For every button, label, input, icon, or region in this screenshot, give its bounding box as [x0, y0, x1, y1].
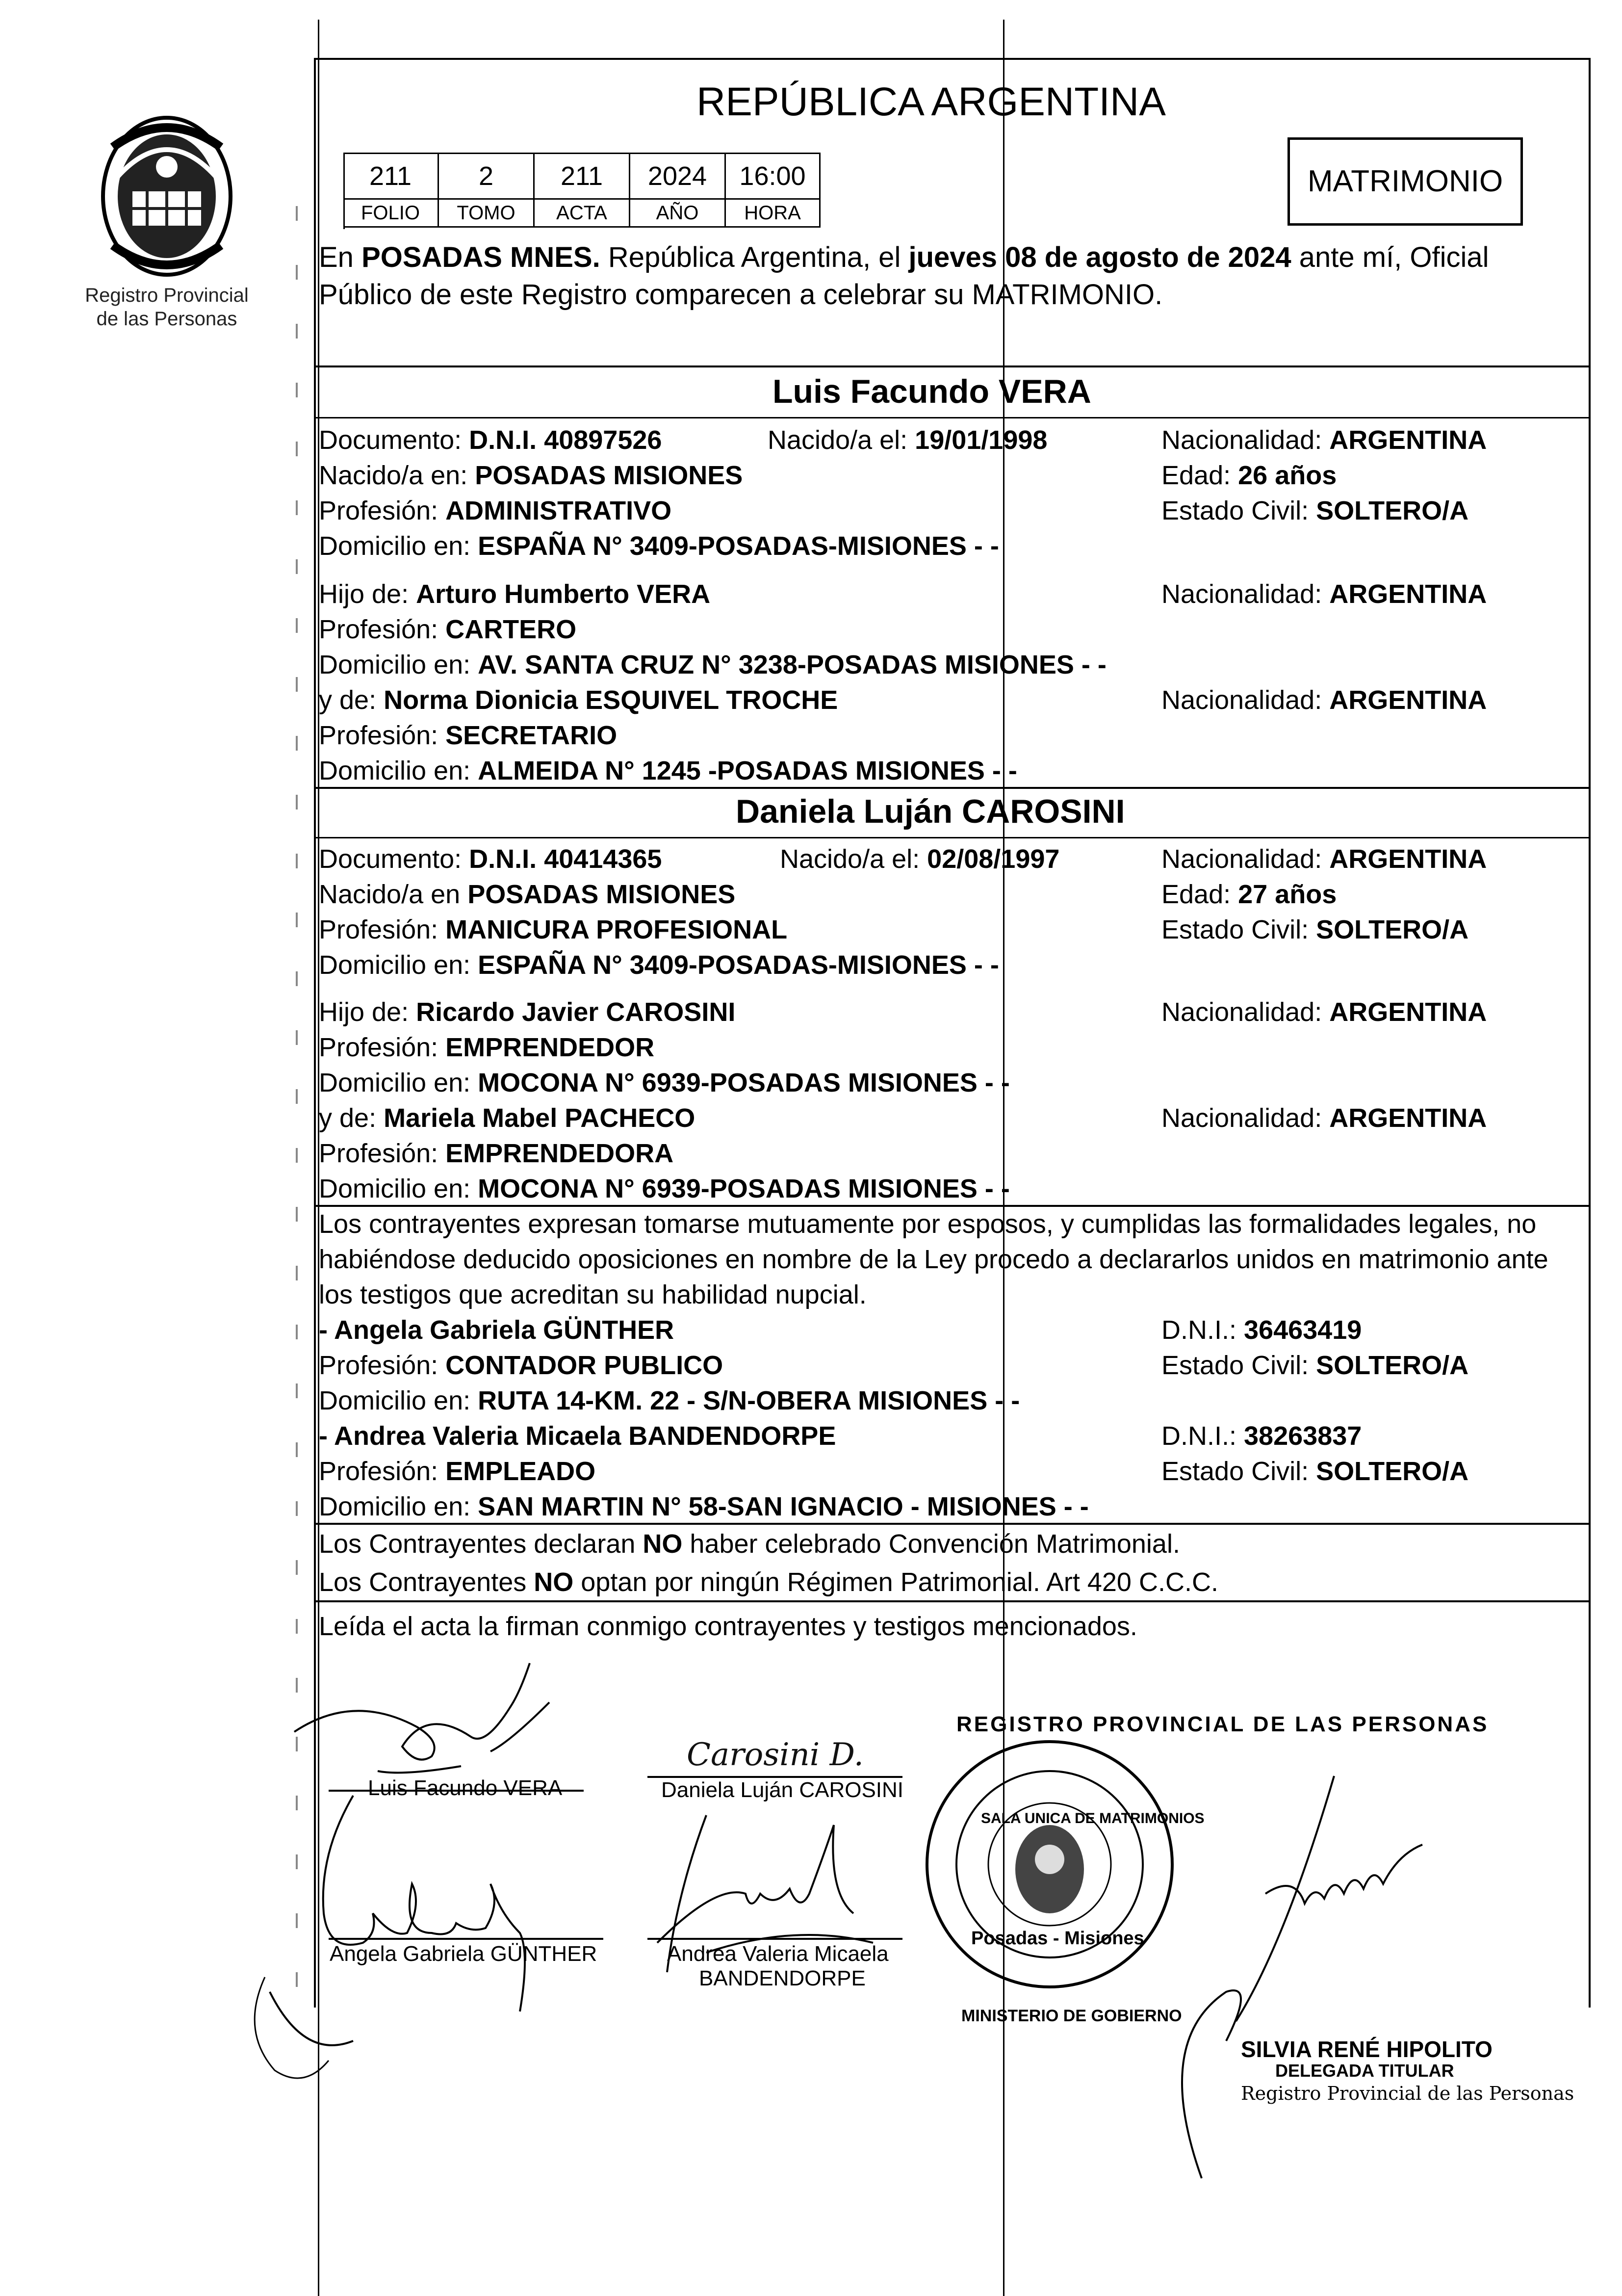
- divider-spouse2-top: [314, 787, 1589, 789]
- spouse1-age: Edad: 26 años: [1161, 461, 1337, 490]
- folio-label: FOLIO: [343, 200, 439, 228]
- official-name: SILVIA RENÉ HIPOLITO: [1241, 2036, 1493, 2062]
- divider-spouse2-name: [314, 837, 1589, 838]
- spouse2-mother-profession: Profesión: EMPRENDEDORA: [319, 1139, 674, 1168]
- intro-line-1: En POSADAS MNES. República Argentina, el jueves 08 de agosto de 2024 ante mí, Oficial: [319, 241, 1489, 273]
- acta-value: 211: [535, 154, 630, 200]
- registry-logo-label-2: de las Personas: [96, 308, 237, 330]
- spouse1-mother-profession: Profesión: SECRETARIO: [319, 721, 618, 750]
- witness2-profession: Profesión: EMPLEADO: [319, 1457, 596, 1486]
- divider-closing: [314, 1600, 1589, 1602]
- spouse2-mother: y de: Mariela Mabel PACHECO: [319, 1103, 695, 1133]
- spouse2-father: Hijo de: Ricardo Javier CAROSINI: [319, 997, 736, 1027]
- tomo-value: 2: [439, 154, 535, 200]
- spouse1-civil: Estado Civil: SOLTERO/A: [1161, 496, 1469, 525]
- witness1-address: Domicilio en: RUTA 14-KM. 22 - S/N-OBERA MISIONES - -: [319, 1386, 1020, 1415]
- tomo-label: TOMO: [439, 200, 535, 228]
- spouse1-birthplace: Nacido/a en: POSADAS MISIONES: [319, 461, 743, 490]
- seal-inner-text: SALA UNICA DE MATRIMONIOS: [981, 1810, 1205, 1826]
- spouse2-name: Daniela Luján CAROSINI: [736, 793, 1125, 830]
- spouse1-father-nationality: Nacionalidad: ARGENTINA: [1161, 579, 1487, 609]
- spouse2-civil: Estado Civil: SOLTERO/A: [1161, 915, 1469, 944]
- seal-bottom-text: MINISTERIO DE GOBIERNO: [961, 2007, 1182, 2025]
- witness2-name: - Andrea Valeria Micaela BANDENDORPE: [319, 1421, 836, 1451]
- spouse1-name: Luis Facundo VERA: [772, 373, 1091, 410]
- acta-label: ACTA: [535, 200, 630, 228]
- spouse2-address: Domicilio en: ESPAÑA N° 3409-POSADAS-MISIONES - -: [319, 950, 999, 980]
- seal-city: Posadas - Misiones: [971, 1928, 1144, 1949]
- spouse1-father-address: Domicilio en: AV. SANTA CRUZ N° 3238-POSADAS MISIONES - -: [319, 650, 1107, 679]
- declaration-line-2: habiéndose deducido oposiciones en nombre de la Ley procedo a declararlos unidos en matrimonio ante: [319, 1245, 1548, 1274]
- spouse2-mother-nationality: Nacionalidad: ARGENTINA: [1161, 1103, 1487, 1133]
- signature-handwritten-spouse2: Carosini D.: [687, 1737, 864, 1773]
- witness1-profession: Profesión: CONTADOR PUBLICO: [319, 1351, 723, 1380]
- registry-logo-label-1: Registro Provincial: [85, 285, 249, 306]
- spouse2-age: Edad: 27 años: [1161, 880, 1337, 909]
- convention-line-2: Los Contrayentes NO optan por ningún Régimen Patrimonial. Art 420 C.C.C.: [319, 1567, 1218, 1597]
- signature-label-witness2-1: Andrea Valeria Micaela: [667, 1942, 889, 1966]
- spouse1-mother-address: Domicilio en: ALMEIDA N° 1245 -POSADAS MISIONES - -: [319, 756, 1017, 785]
- witness1-name: - Angela Gabriela GÜNTHER: [319, 1315, 674, 1345]
- witness2-civil: Estado Civil: SOLTERO/A: [1161, 1457, 1469, 1486]
- spouse1-document: Documento: D.N.I. 40897526: [319, 425, 662, 455]
- hora-value: 16:00: [726, 154, 821, 200]
- closing-text: Leída el acta la firman conmigo contrayentes y testigos mencionados.: [319, 1612, 1137, 1641]
- divider-declaration: [314, 1205, 1589, 1207]
- divider-convention: [314, 1523, 1589, 1525]
- spouse2-birthplace: Nacido/a en POSADAS MISIONES: [319, 880, 736, 909]
- spouse2-father-address: Domicilio en: MOCONA N° 6939-POSADAS MISIONES - -: [319, 1068, 1010, 1097]
- signature-label-spouse2: Daniela Luján CAROSINI: [661, 1778, 904, 1802]
- spouse1-mother: y de: Norma Dionicia ESQUIVEL TROCHE: [319, 685, 838, 715]
- doc-type-label: MATRIMONIO: [1307, 164, 1503, 198]
- declaration-line-3: los testigos que acreditan su habilidad nupcial.: [319, 1280, 867, 1309]
- left-edge-scribble: [235, 1972, 334, 2100]
- convention-line-1: Los Contrayentes declaran NO haber celebrado Convención Matrimonial.: [319, 1529, 1180, 1559]
- spouse1-profession: Profesión: ADMINISTRATIVO: [319, 496, 672, 525]
- spouse2-father-nationality: Nacionalidad: ARGENTINA: [1161, 997, 1487, 1027]
- registry-logo: [83, 103, 250, 339]
- spouse1-address: Domicilio en: ESPAÑA N° 3409-POSADAS-MISIONES - -: [319, 531, 999, 561]
- spouse1-father: Hijo de: Arturo Humberto VERA: [319, 579, 711, 609]
- declaration-line-1: Los contrayentes expresan tomarse mutuamente por esposos, y cumplidas las formalidades legales, no: [319, 1209, 1537, 1239]
- spouse2-father-profession: Profesión: EMPRENDEDOR: [319, 1033, 655, 1062]
- spouse2-mother-address: Domicilio en: MOCONA N° 6939-POSADAS MISIONES - -: [319, 1174, 1010, 1203]
- spouse2-profession: Profesión: MANICURA PROFESIONAL: [319, 915, 788, 944]
- witness1-dni: D.N.I.: 36463419: [1161, 1315, 1362, 1345]
- spouse1-father-profession: Profesión: CARTERO: [319, 615, 577, 644]
- seal-outer-text: REGISTRO PROVINCIAL DE LAS PERSONAS: [956, 1712, 1489, 1736]
- spouse2-document: Documento: D.N.I. 40414365: [319, 844, 662, 874]
- signature-label-witness2-2: BANDENDORPE: [699, 1966, 866, 1990]
- spouse2-nationality: Nacionalidad: ARGENTINA: [1161, 844, 1487, 874]
- spouse1-mother-nationality: Nacionalidad: ARGENTINA: [1161, 685, 1487, 715]
- doc-type-box: [1287, 137, 1523, 226]
- anio-value: 2024: [630, 154, 726, 200]
- anio-label: AÑO: [630, 200, 726, 228]
- signature-witness2-scribble: [647, 1796, 893, 1982]
- official-office: Registro Provincial de las Personas: [1241, 2083, 1574, 2104]
- country-title: REPÚBLICA ARGENTINA: [696, 79, 1166, 124]
- witness1-civil: Estado Civil: SOLTERO/A: [1161, 1351, 1469, 1380]
- divider-spouse1-name: [314, 417, 1589, 418]
- signature-label-spouse1: Luis Facundo VERA: [368, 1776, 563, 1800]
- divider-spouse1-top: [314, 365, 1589, 367]
- official-signature-scribble: [1079, 1747, 1452, 2188]
- spouse2-born: Nacido/a el: 02/08/1997: [780, 844, 1060, 874]
- witness2-dni: D.N.I.: 38263837: [1161, 1421, 1362, 1451]
- intro-line-2: Público de este Registro comparecen a celebrar su MATRIMONIO.: [319, 279, 1163, 311]
- folio-value: 211: [343, 154, 439, 200]
- spouse1-nationality: Nacionalidad: ARGENTINA: [1161, 425, 1487, 455]
- hora-label: HORA: [726, 200, 821, 228]
- official-role: DELEGADA TITULAR: [1275, 2061, 1454, 2081]
- signature-label-witness1: Angela Gabriela GÜNTHER: [330, 1942, 597, 1966]
- spouse1-born: Nacido/a el: 19/01/1998: [768, 425, 1048, 455]
- province-emblem-icon: [83, 103, 250, 289]
- witness2-address: Domicilio en: SAN MARTIN N° 58-SAN IGNACIO - MISIONES - -: [319, 1492, 1089, 1521]
